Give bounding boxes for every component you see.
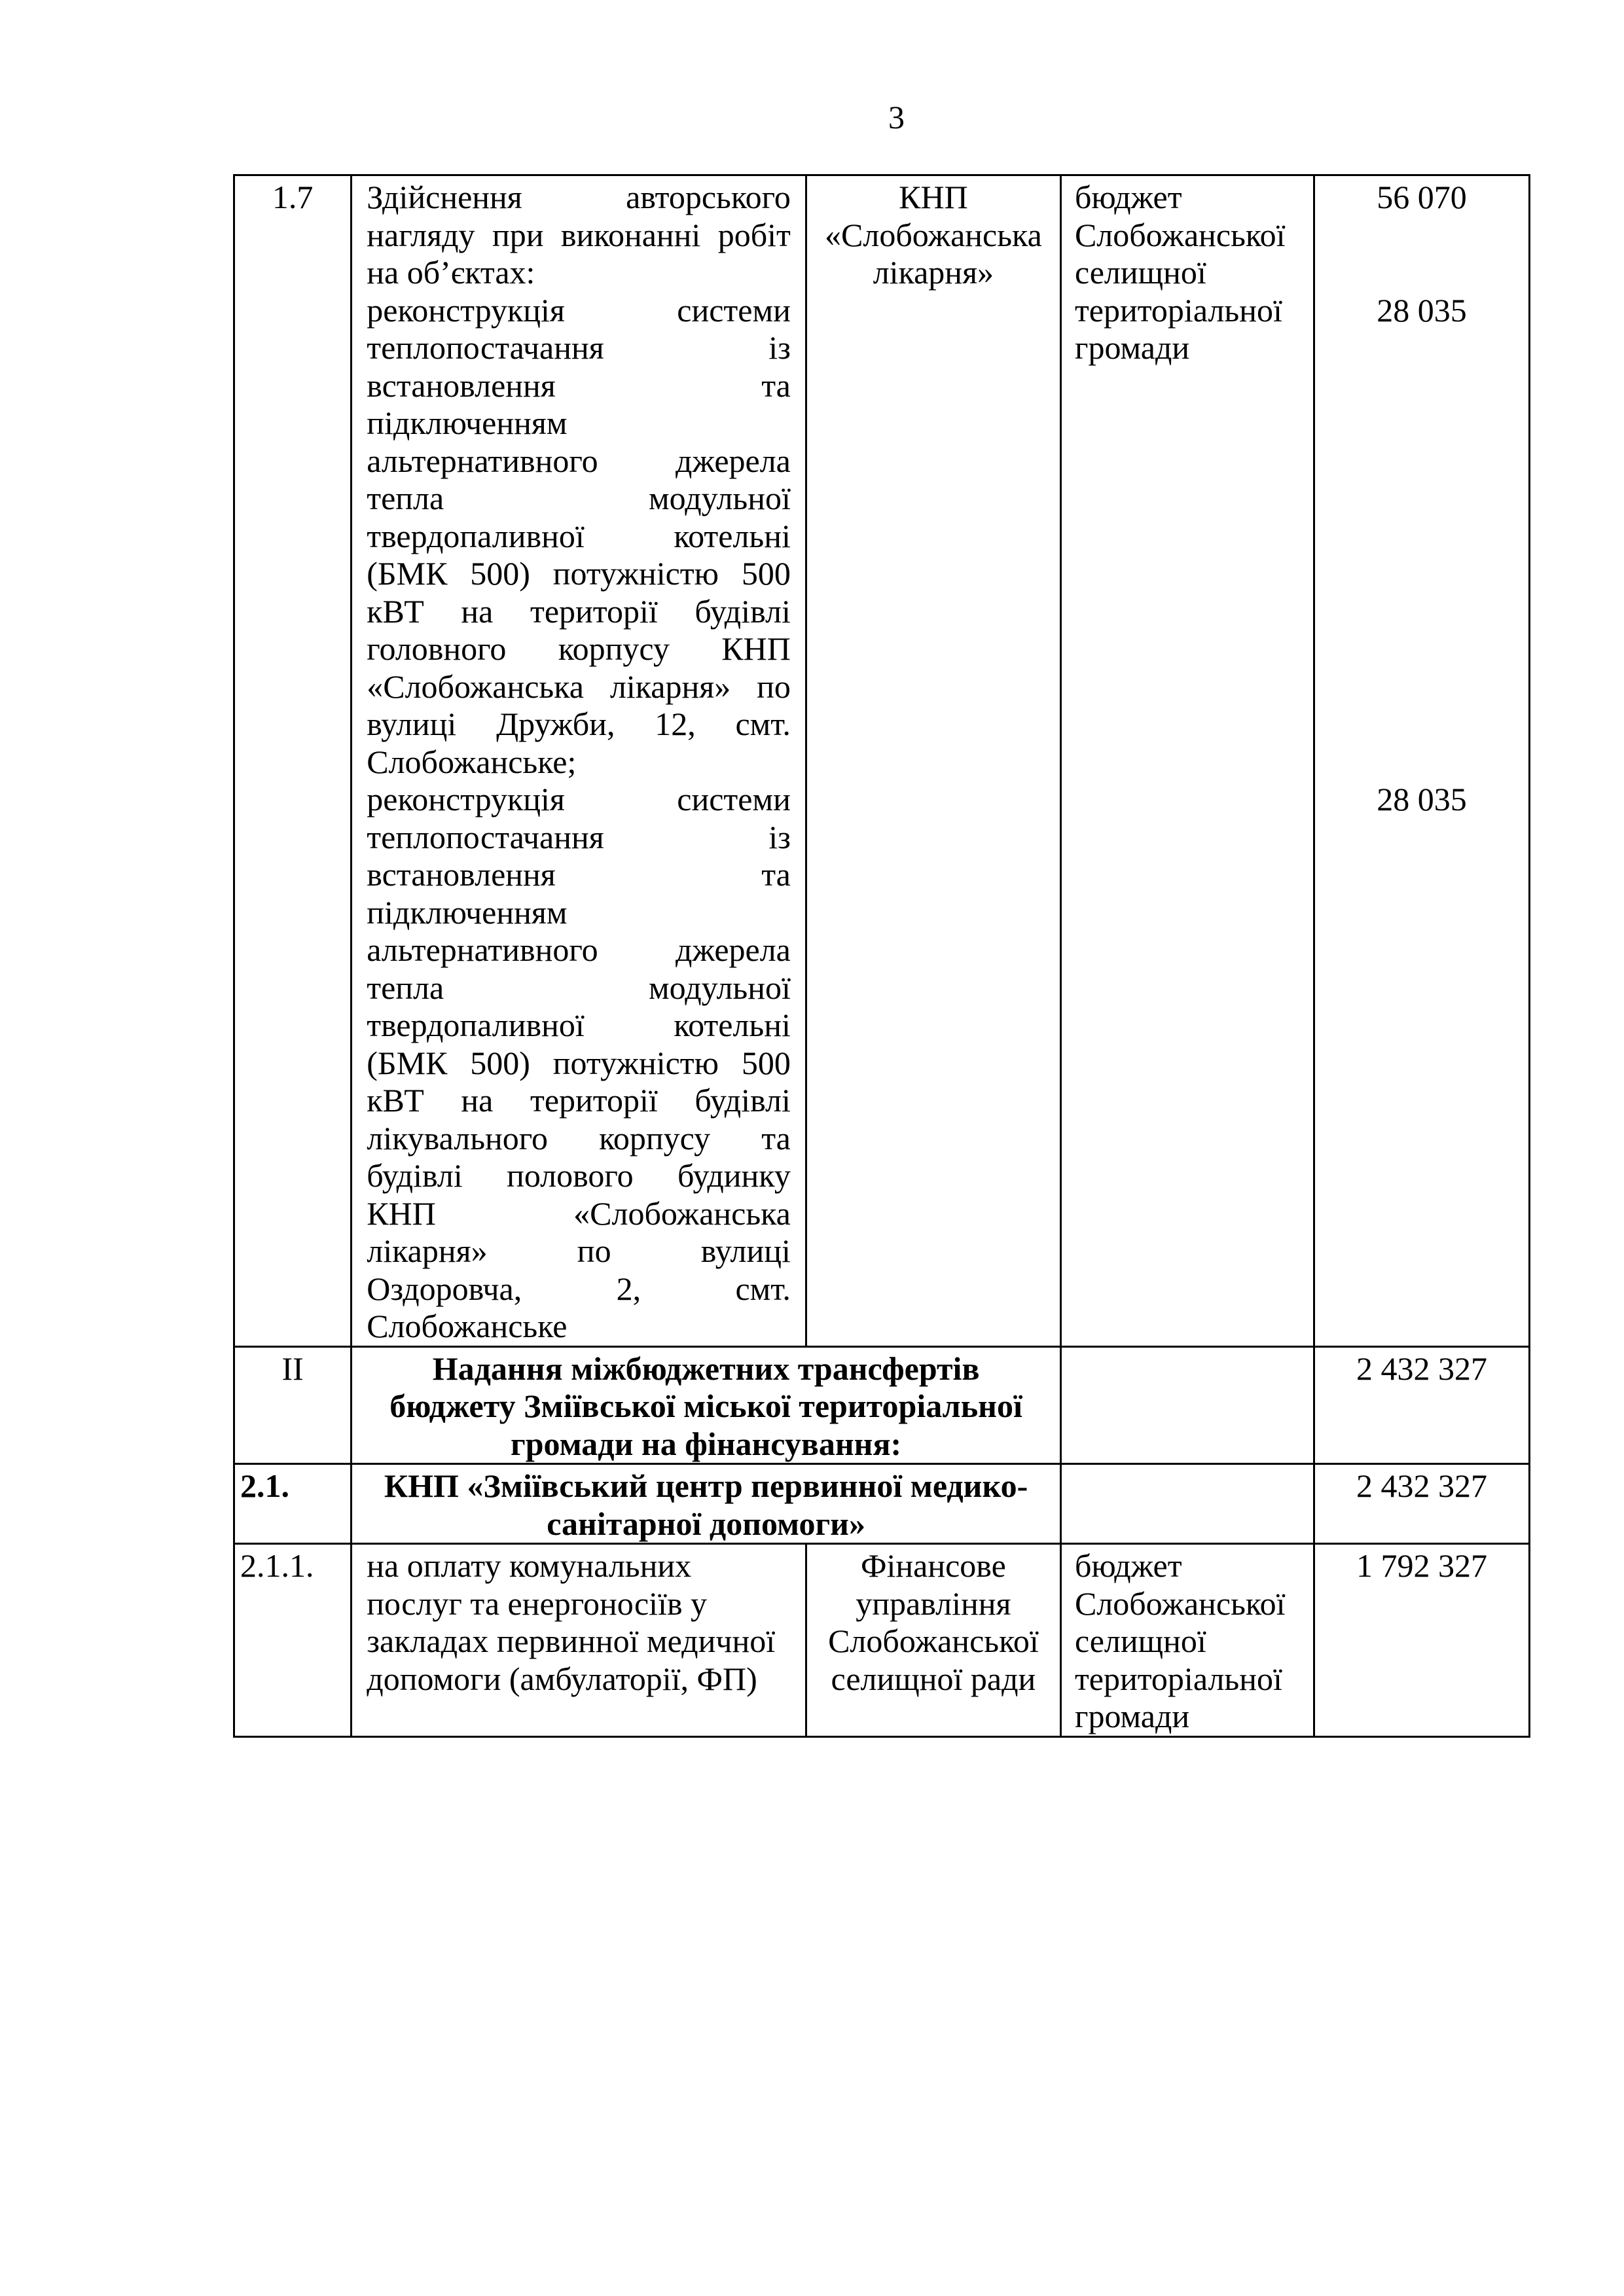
source-line: селищної bbox=[1074, 254, 1206, 291]
description-line: головного корпусу КНП bbox=[367, 630, 791, 667]
executor-line: КНП bbox=[899, 179, 968, 215]
source-line: громади bbox=[1074, 329, 1190, 366]
page-number: 3 bbox=[888, 99, 905, 135]
budget-table bbox=[233, 174, 1530, 1738]
amount-total: 56 070 bbox=[1377, 179, 1467, 215]
description-line: вулиці Дружби, 12, смт. bbox=[367, 706, 791, 742]
description-line: на оплату комунальних bbox=[367, 1547, 692, 1584]
description-line: кВТ на території будівлі bbox=[367, 592, 791, 630]
executor-line: лікарня» bbox=[873, 254, 994, 291]
description-cell bbox=[352, 175, 806, 1347]
description-line: теплопостачання із bbox=[367, 818, 791, 855]
description-line: тепла модульної bbox=[367, 969, 791, 1006]
description-line: твердопаливної котельні bbox=[367, 1007, 791, 1043]
description-line: Здійснення авторського bbox=[367, 179, 791, 215]
description-line: підключенням bbox=[367, 404, 568, 441]
description-line: теплопостачання із bbox=[367, 329, 791, 366]
source-line: бюджет bbox=[1074, 1547, 1182, 1584]
description-line: будівлі полового будинку bbox=[367, 1157, 791, 1194]
description-line: підключенням bbox=[367, 893, 568, 931]
row-number: 2.1.1. bbox=[234, 1544, 352, 1737]
description-line: Слобожанське; bbox=[367, 743, 577, 780]
title-line: громади на фінансування: bbox=[511, 1425, 902, 1462]
table-row-1-7 bbox=[234, 175, 1530, 1347]
amount-cell: 2 432 327 bbox=[1314, 1464, 1529, 1544]
source-line: територіальної bbox=[1074, 1660, 1282, 1697]
source-line: Слобожанської bbox=[1074, 1585, 1286, 1622]
source-line: громади bbox=[1074, 1698, 1190, 1734]
amount-item-2: 28 035 bbox=[1377, 781, 1467, 817]
description-cell bbox=[352, 1544, 806, 1737]
title-line: бюджету Зміївської міської територіальної bbox=[389, 1388, 1022, 1424]
table-row-2-1-1 bbox=[234, 1544, 1530, 1737]
source-line: Слобожанської bbox=[1074, 216, 1286, 253]
description-line: реконструкція системи bbox=[367, 291, 791, 329]
description-line: лікарня» по вулиці bbox=[367, 1232, 791, 1269]
description-line: Оздоровча, 2, смт. bbox=[367, 1270, 791, 1307]
amount-item-1: 28 035 bbox=[1377, 291, 1467, 329]
amount-cell bbox=[1314, 175, 1529, 1347]
executor-line: «Слобожанська bbox=[825, 216, 1042, 253]
description-line: твердопаливної котельні bbox=[367, 517, 791, 554]
source-cell bbox=[1060, 175, 1314, 1347]
executor-line: селищної ради bbox=[831, 1660, 1036, 1697]
description-line: «Слобожанська лікарня» по bbox=[367, 668, 791, 705]
amount-cell: 2 432 327 bbox=[1314, 1346, 1529, 1464]
description-line: (БМК 500) потужністю 500 bbox=[367, 1044, 791, 1081]
description-line: на об’єктах: bbox=[367, 254, 535, 291]
source-line: селищної bbox=[1074, 1623, 1206, 1659]
title-line: КНП «Зміївський центр первинної медико- bbox=[384, 1467, 1028, 1504]
amount-cell: 1 792 327 bbox=[1314, 1544, 1529, 1737]
description-line: лікувального корпусу та bbox=[367, 1119, 791, 1157]
table-row-2-1 bbox=[234, 1464, 1530, 1544]
row-number: II bbox=[234, 1346, 352, 1464]
description-line: реконструкція системи bbox=[367, 781, 791, 817]
title-line: Надання міжбюджетних трансфертів bbox=[432, 1350, 980, 1387]
description-line: нагляду при виконанні робіт bbox=[367, 216, 791, 253]
description-line: кВТ на території будівлі bbox=[367, 1082, 791, 1119]
description-line: альтернативного джерела bbox=[367, 931, 791, 968]
row-number: 2.1. bbox=[234, 1464, 352, 1544]
description-line: тепла модульної bbox=[367, 480, 791, 516]
source-line: територіальної bbox=[1074, 291, 1282, 329]
executor-line: Фінансове bbox=[861, 1547, 1006, 1584]
source-line: бюджет bbox=[1074, 179, 1182, 215]
description-line: закладах первинної медичної bbox=[367, 1623, 776, 1659]
table-row-section-ii bbox=[234, 1346, 1530, 1464]
executor-cell bbox=[806, 1544, 1060, 1737]
executor-line: управління bbox=[856, 1585, 1011, 1622]
description-line: альтернативного джерела bbox=[367, 442, 791, 479]
subsection-title bbox=[352, 1464, 1061, 1544]
description-line: (БМК 500) потужністю 500 bbox=[367, 555, 791, 592]
executor-line: Слобожанської bbox=[828, 1623, 1039, 1659]
description-line: допомоги (амбулаторії, ФП) bbox=[367, 1660, 757, 1697]
source-cell bbox=[1060, 1346, 1314, 1464]
executor-cell bbox=[806, 175, 1060, 1347]
title-line: санітарної допомоги» bbox=[547, 1505, 865, 1542]
section-title bbox=[352, 1346, 1061, 1464]
description-line: послуг та енергоносіїв у bbox=[367, 1585, 708, 1622]
description-line: КНП «Слобожанська bbox=[367, 1194, 791, 1232]
description-line: встановлення та bbox=[367, 856, 791, 893]
description-line: Слобожанське bbox=[367, 1308, 568, 1344]
row-number: 1.7 bbox=[234, 175, 352, 1347]
source-cell bbox=[1060, 1544, 1314, 1737]
source-cell bbox=[1060, 1464, 1314, 1544]
description-line: встановлення та bbox=[367, 367, 791, 404]
